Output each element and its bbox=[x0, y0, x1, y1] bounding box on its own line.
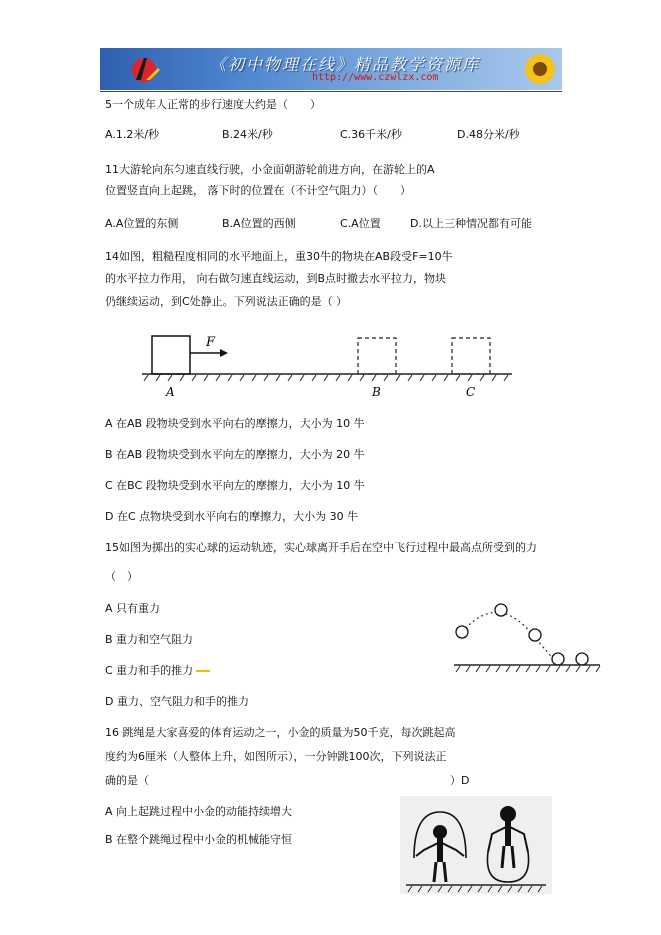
force-label: F bbox=[206, 335, 216, 350]
q16-stem-line2: 度约为6厘米（人整体上升，如图所示），一分钟跳100次，下列说法正 bbox=[105, 750, 447, 763]
banner-url: http://www.czwlzx.com bbox=[312, 72, 439, 83]
q5-stem: 5一个成年人正常的步行速度大约是（ ） bbox=[105, 98, 321, 111]
q5-option-a: A.1.2米/秒 bbox=[105, 128, 160, 141]
q11-option-a: A.A位置的东侧 bbox=[105, 217, 179, 230]
q15-stem-line1: 15如图为掷出的实心球的运动轨迹，实心球离开手后在空中飞行过程中最高点所受到的力 bbox=[105, 541, 537, 554]
q16-answer: ）D bbox=[450, 774, 470, 787]
q16-jump-rope-figure bbox=[400, 796, 552, 894]
q11-stem-line1: 11大游轮向东匀速直线行驶，小金面朝游轮前进方向，在游轮上的A bbox=[105, 163, 435, 176]
q14-stem-line3: 仍继续运动，到C处静止。下列说法正确的是（ ） bbox=[105, 295, 348, 308]
q15-trajectory-figure bbox=[452, 596, 602, 674]
q11-stem-line2: 位置竖直向上起跳， 落下时的位置在（不计空气阻力）（ ） bbox=[105, 184, 411, 197]
block-at-b bbox=[358, 338, 396, 374]
block-at-a bbox=[152, 336, 190, 374]
point-label-b: B bbox=[372, 385, 381, 399]
force-arrow-icon bbox=[190, 349, 228, 357]
q14-stem-line2: 的水平拉力作用， 向右做匀速直线运动，到B点时撤去水平拉力，物块 bbox=[105, 272, 447, 285]
ground-hatching bbox=[142, 374, 512, 381]
ball-icon bbox=[576, 653, 588, 665]
ball-icon bbox=[529, 629, 541, 641]
q14-stem-line1: 14如图，粗糙程度相同的水平地面上，重30牛的物块在AB段受F=10牛 bbox=[105, 250, 453, 263]
q5-option-b: B.24米/秒 bbox=[222, 128, 273, 141]
q15-option-c-text: C 重力和手的推力 bbox=[105, 664, 194, 677]
highlight-mark bbox=[196, 670, 210, 672]
q11-option-b: B.A位置的西侧 bbox=[222, 217, 296, 230]
q14-option-a: A 在AB 段物块受到水平向右的摩擦力，大小为 10 牛 bbox=[105, 417, 365, 430]
q14-figure bbox=[140, 326, 522, 404]
figure-background bbox=[400, 796, 552, 894]
q11-option-c: C.A位置 bbox=[340, 217, 381, 230]
ball-top-icon bbox=[495, 604, 507, 616]
q15-stem-line2: （ ） bbox=[105, 570, 138, 583]
q15-option-b: B 重力和空气阻力 bbox=[105, 633, 194, 646]
q5-option-d: D.48分米/秒 bbox=[457, 128, 520, 141]
logo-icon bbox=[130, 54, 164, 84]
q16-stem-line1: 16 跳绳是大家喜爱的体育运动之一，小金的质量为50千克，每次跳起高 bbox=[105, 726, 456, 739]
q16-option-a: A 向上起跳过程中小金的动能持续增大 bbox=[105, 805, 293, 818]
q16-option-b: B 在整个跳绳过程中小金的机械能守恒 bbox=[105, 833, 293, 846]
point-label-a: A bbox=[166, 385, 175, 399]
block-at-c bbox=[452, 338, 490, 374]
sunflower-icon bbox=[520, 50, 560, 88]
ball-icon bbox=[552, 653, 564, 665]
header-rule bbox=[100, 91, 562, 92]
q14-option-b: B 在AB 段物块受到水平向左的摩擦力，大小为 20 牛 bbox=[105, 448, 365, 461]
q15-option-c bbox=[105, 664, 210, 678]
q15-option-a: A 只有重力 bbox=[105, 602, 161, 615]
ball-icon bbox=[456, 626, 468, 638]
header-banner bbox=[100, 48, 562, 90]
q16-stem-line3: 确的是（ bbox=[105, 774, 149, 787]
trajectory-path bbox=[462, 612, 559, 663]
point-label-c: C bbox=[466, 385, 476, 399]
q14-option-d: D 在C 点物块受到水平向右的摩擦力，大小为 30 牛 bbox=[105, 510, 359, 523]
q5-option-c: C.36千米/秒 bbox=[340, 128, 402, 141]
q11-option-d: D.以上三种情况都有可能 bbox=[410, 217, 532, 230]
q14-option-c: C 在BC 段物块受到水平向左的摩擦力，大小为 10 牛 bbox=[105, 479, 365, 492]
ground-hatching bbox=[454, 665, 600, 672]
banner-title: 《初中物理在线》精品教学资源库 bbox=[210, 55, 481, 74]
q15-option-d: D 重力、空气阻力和手的推力 bbox=[105, 695, 249, 708]
